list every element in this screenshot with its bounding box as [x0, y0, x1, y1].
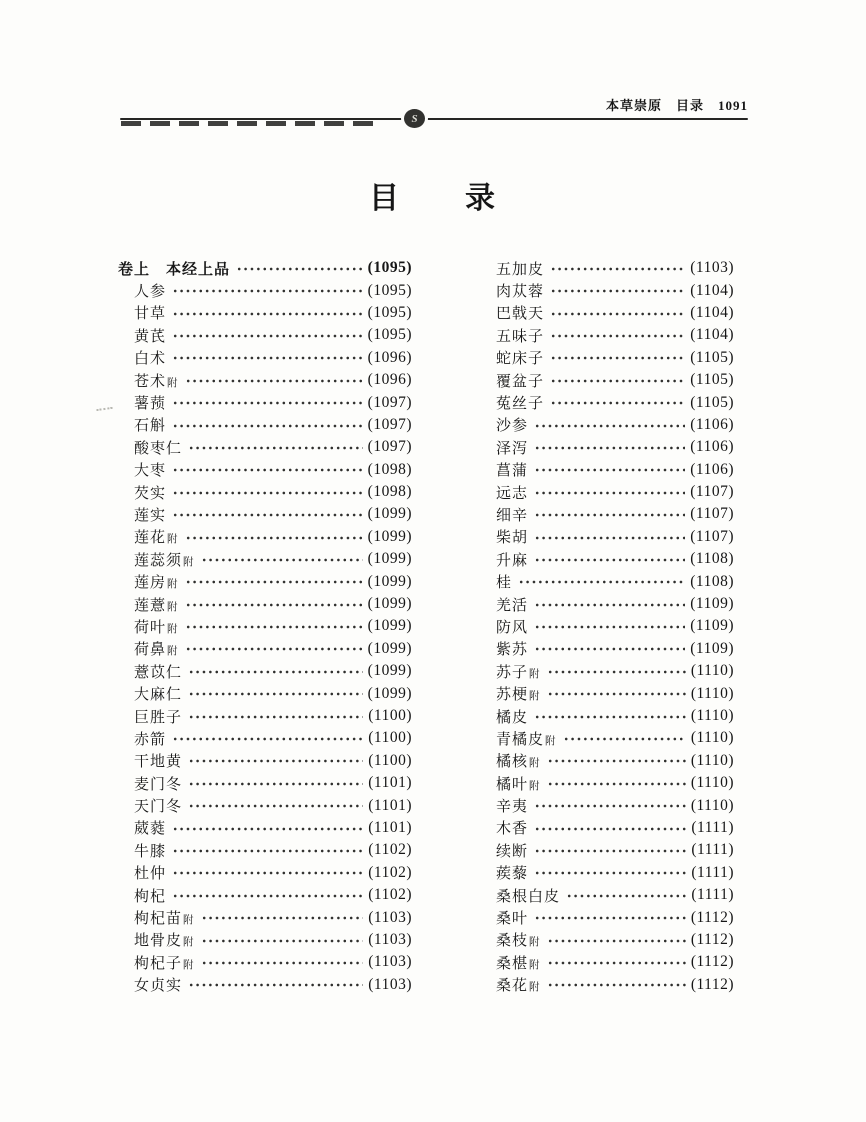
toc-item-row — [118, 436, 412, 458]
appendix-marker: 附 — [183, 937, 195, 949]
dot-leader — [549, 324, 685, 346]
toc-item-row — [480, 727, 734, 749]
entry-page-number: (1106) — [690, 415, 734, 433]
entry-page-number: (1097) — [367, 393, 412, 411]
entry-page-number: (1112) — [690, 908, 734, 926]
entry-title: 卷上 本经上品 — [118, 261, 231, 278]
entry-title: 升麻 — [496, 552, 529, 569]
entry-page-number: (1111) — [691, 841, 734, 859]
entry-page-number: (1104) — [690, 326, 734, 344]
dot-leader — [171, 884, 363, 906]
entry-page-number: (1109) — [690, 639, 734, 657]
entry-title: 莲花附 — [134, 530, 179, 547]
dot-leader — [533, 436, 685, 458]
dot-leader — [546, 951, 686, 973]
dot-leader — [187, 682, 363, 704]
dot-leader — [533, 862, 686, 884]
dot-leader — [187, 772, 363, 794]
toc-item-row — [118, 951, 412, 973]
dot-leader — [533, 503, 685, 525]
entry-title: 赤箭 — [134, 731, 167, 748]
entry-page-number: (1099) — [367, 505, 412, 523]
entry-page-number: (1106) — [690, 460, 734, 478]
entry-page-number: (1099) — [367, 617, 412, 635]
dot-leader — [533, 593, 685, 615]
toc-item-row — [480, 862, 734, 884]
entry-title: 杜仲 — [134, 866, 167, 883]
entry-page-number: (1104) — [690, 303, 734, 321]
dot-leader — [549, 369, 685, 391]
entry-page-number: (1109) — [690, 595, 734, 613]
toc-item-row — [480, 772, 734, 794]
toc-item-row — [118, 750, 412, 772]
entry-page-number: (1099) — [367, 639, 412, 657]
toc-item-row — [118, 593, 412, 615]
dot-leader — [200, 951, 364, 973]
toc-item-row — [480, 593, 734, 615]
entry-title: 荷鼻附 — [134, 642, 179, 659]
entry-page-number: (1103) — [368, 975, 412, 993]
entry-page-number: (1105) — [690, 371, 734, 389]
entry-title: 莲薏附 — [134, 597, 179, 614]
dot-leader — [187, 974, 363, 996]
dot-leader — [187, 660, 363, 682]
entry-page-number: (1110) — [690, 729, 734, 747]
toc-item-row — [480, 481, 734, 503]
toc-item-row — [118, 839, 412, 861]
dot-leader — [171, 279, 363, 301]
entry-title: 莲房附 — [134, 575, 179, 592]
toc-item-row — [480, 369, 734, 391]
entry-title: 石斛 — [134, 418, 167, 435]
entry-page-number: (1099) — [367, 595, 412, 613]
entry-title: 紫苏 — [496, 642, 529, 659]
entry-page-number: (1096) — [367, 371, 412, 389]
entry-title: 大枣 — [134, 463, 167, 480]
toc-item-row — [480, 839, 734, 861]
entry-title: 五味子 — [496, 328, 545, 345]
entry-title: 桑根白皮 — [496, 888, 561, 905]
appendix-marker: 附 — [167, 623, 179, 635]
entry-title: 覆盆子 — [496, 373, 545, 390]
entry-title: 薯蓣 — [134, 396, 167, 413]
entry-title: 桂 — [496, 575, 513, 592]
toc-item-row — [480, 414, 734, 436]
entry-page-number: (1103) — [368, 953, 412, 971]
toc-item-row — [118, 682, 412, 704]
entry-title: 莲实 — [134, 507, 167, 524]
entry-title: 大麻仁 — [134, 687, 183, 704]
appendix-marker: 附 — [529, 937, 541, 949]
entry-title: 枸杞子附 — [134, 955, 195, 972]
dot-leader — [565, 884, 686, 906]
dot-leader — [184, 615, 363, 637]
dot-leader — [184, 593, 363, 615]
dot-leader — [533, 839, 686, 861]
toc-item-row — [480, 705, 734, 727]
dot-leader — [546, 772, 686, 794]
dot-leader — [187, 705, 363, 727]
toc-item-row — [118, 548, 412, 570]
entry-title: 木香 — [496, 821, 529, 838]
entry-page-number: (1102) — [368, 886, 412, 904]
entry-page-number: (1099) — [367, 550, 412, 568]
entry-page-number: (1095) — [367, 281, 412, 299]
entry-title: 橘叶附 — [496, 776, 541, 793]
entry-page-number: (1107) — [690, 505, 734, 523]
entry-page-number: (1103) — [368, 930, 412, 948]
dot-leader — [171, 302, 363, 324]
entry-page-number: (1098) — [367, 460, 412, 478]
dot-leader — [187, 794, 363, 816]
entry-page-number: (1099) — [367, 527, 412, 545]
appendix-marker: 附 — [545, 735, 557, 747]
dot-leader — [171, 862, 363, 884]
appendix-marker: 附 — [529, 691, 541, 703]
running-head — [120, 98, 748, 116]
dot-leader — [533, 548, 685, 570]
toc-section-row — [118, 257, 412, 279]
dot-leader — [184, 526, 363, 548]
page-header — [120, 98, 748, 130]
entry-page-number: (1110) — [690, 684, 734, 702]
dot-leader — [187, 436, 363, 458]
entry-title: 苏子附 — [496, 664, 541, 681]
entry-title: 桑枝附 — [496, 933, 541, 950]
entry-page-number: (1095) — [367, 259, 412, 277]
toc-item-row — [118, 570, 412, 592]
toc-item-row — [480, 279, 734, 301]
toc-item-row — [480, 638, 734, 660]
entry-page-number: (1100) — [368, 751, 412, 769]
entry-page-number: (1101) — [368, 818, 412, 836]
entry-page-number: (1101) — [368, 774, 412, 792]
dot-leader — [546, 974, 686, 996]
toc-item-row — [480, 951, 734, 973]
toc-item-row — [118, 324, 412, 346]
table-of-contents — [118, 257, 734, 996]
dot-leader — [533, 705, 686, 727]
entry-page-number: (1110) — [690, 662, 734, 680]
entry-page-number: (1107) — [690, 527, 734, 545]
toc-item-row — [480, 906, 734, 928]
entry-page-number: (1108) — [690, 572, 734, 590]
scan-artifact-mark — [96, 401, 113, 411]
toc-item-row — [118, 817, 412, 839]
entry-title: 续断 — [496, 843, 529, 860]
dot-leader — [184, 570, 363, 592]
entry-page-number: (1110) — [690, 796, 734, 814]
entry-title: 远志 — [496, 485, 529, 502]
entry-page-number: (1112) — [690, 930, 734, 948]
entry-title: 牛膝 — [134, 843, 167, 860]
toc-item-row — [118, 615, 412, 637]
appendix-marker: 附 — [183, 959, 195, 971]
toc-item-row — [118, 638, 412, 660]
toc-item-row — [480, 324, 734, 346]
entry-page-number: (1099) — [367, 662, 412, 680]
dot-leader — [171, 481, 363, 503]
entry-title: 橘皮 — [496, 709, 529, 726]
dot-leader — [171, 459, 363, 481]
appendix-marker: 附 — [529, 668, 541, 680]
entry-page-number: (1106) — [690, 438, 734, 456]
entry-title: 黄芪 — [134, 328, 167, 345]
dot-leader — [184, 369, 363, 391]
appendix-marker: 附 — [167, 646, 179, 658]
entry-title: 菟丝子 — [496, 396, 545, 413]
toc-item-row — [118, 772, 412, 794]
entry-title: 沙参 — [496, 418, 529, 435]
entry-page-number: (1097) — [367, 438, 412, 456]
entry-title: 细辛 — [496, 507, 529, 524]
dot-leader — [549, 347, 685, 369]
dot-leader — [533, 414, 685, 436]
entry-title: 泽泻 — [496, 440, 529, 457]
dot-leader — [200, 548, 363, 570]
entry-page-number: (1102) — [368, 841, 412, 859]
entry-page-number: (1111) — [691, 886, 734, 904]
toc-item-row — [480, 526, 734, 548]
dot-leader — [533, 794, 686, 816]
page-title: 目 录 — [369, 182, 497, 215]
entry-title: 天门冬 — [134, 799, 183, 816]
entry-page-number: (1100) — [368, 707, 412, 724]
entry-title: 薏苡仁 — [134, 664, 183, 681]
entry-title: 荷叶附 — [134, 619, 179, 636]
running-head-book-title: 本草崇原 — [605, 98, 662, 113]
entry-title: 防风 — [496, 619, 529, 636]
toc-item-row — [118, 347, 412, 369]
dot-leader — [517, 570, 685, 592]
dot-leader — [549, 257, 685, 279]
entry-page-number: (1103) — [368, 908, 412, 926]
entry-title: 桑椹附 — [496, 955, 541, 972]
entry-title: 苍术附 — [134, 373, 179, 390]
dot-leader — [549, 279, 685, 301]
dot-leader — [533, 459, 685, 481]
toc-item-row — [118, 884, 412, 906]
dot-leader — [171, 391, 363, 413]
toc-item-row — [480, 794, 734, 816]
dot-leader — [200, 929, 364, 951]
toc-item-row — [118, 391, 412, 413]
entry-title: 白术 — [134, 351, 167, 368]
toc-item-row — [480, 347, 734, 369]
dot-leader — [184, 638, 363, 660]
dot-leader — [171, 324, 363, 346]
publisher-seal-icon — [404, 109, 425, 128]
toc-item-row — [118, 481, 412, 503]
publisher-seal-glyph: S — [411, 112, 418, 125]
toc-item-row — [118, 459, 412, 481]
entry-page-number: (1099) — [367, 684, 412, 702]
appendix-marker: 附 — [183, 915, 195, 927]
entry-page-number: (1107) — [690, 483, 734, 501]
entry-title: 五加皮 — [496, 261, 545, 278]
toc-item-row — [118, 526, 412, 548]
toc-item-row — [480, 391, 734, 413]
entry-page-number: (1097) — [367, 415, 412, 433]
entry-page-number: (1104) — [690, 281, 734, 299]
appendix-marker: 附 — [167, 377, 179, 389]
dot-leader — [187, 750, 363, 772]
toc-item-row — [480, 548, 734, 570]
dot-leader — [171, 414, 363, 436]
entry-title: 菖蒲 — [496, 463, 529, 480]
toc-item-row — [118, 705, 412, 727]
entry-title: 桑叶 — [496, 911, 529, 928]
scan-line-artifact — [121, 121, 373, 126]
appendix-marker: 附 — [167, 579, 179, 591]
entry-title: 女贞实 — [134, 978, 183, 995]
toc-right-column — [480, 257, 734, 996]
entry-page-number: (1101) — [368, 796, 412, 814]
entry-page-number: (1105) — [690, 393, 734, 411]
toc-item-row — [118, 929, 412, 951]
entry-title: 酸枣仁 — [134, 440, 183, 457]
entry-page-number: (1110) — [690, 707, 734, 724]
dot-leader — [533, 906, 686, 928]
toc-item-row — [480, 436, 734, 458]
appendix-marker: 附 — [167, 534, 179, 546]
dot-leader — [533, 638, 685, 660]
entry-page-number: (1111) — [691, 863, 734, 881]
toc-item-row — [480, 302, 734, 324]
entry-title: 巴戟天 — [496, 306, 545, 323]
toc-item-row — [480, 660, 734, 682]
toc-item-row — [118, 414, 412, 436]
appendix-marker: 附 — [167, 601, 179, 613]
entry-page-number: (1108) — [690, 550, 734, 568]
dot-leader — [549, 302, 685, 324]
toc-item-row — [480, 929, 734, 951]
entry-title: 苏梗附 — [496, 687, 541, 704]
entry-page-number: (1098) — [367, 483, 412, 501]
dot-leader — [546, 929, 686, 951]
entry-title: 巨胜子 — [134, 709, 183, 726]
dot-leader — [546, 682, 686, 704]
dot-leader — [562, 727, 686, 749]
toc-item-row — [118, 302, 412, 324]
entry-page-number: (1103) — [690, 259, 734, 277]
entry-title: 麦门冬 — [134, 776, 183, 793]
entry-page-number: (1099) — [367, 572, 412, 590]
entry-page-number: (1111) — [691, 818, 734, 836]
toc-item-row — [480, 570, 734, 592]
entry-title: 葳蕤 — [134, 821, 167, 838]
entry-page-number: (1102) — [368, 863, 412, 881]
entry-title: 辛夷 — [496, 799, 529, 816]
entry-title: 桑花附 — [496, 978, 541, 995]
appendix-marker: 附 — [529, 780, 541, 792]
entry-page-number: (1112) — [690, 975, 734, 993]
entry-title: 柴胡 — [496, 530, 529, 547]
toc-item-row — [480, 884, 734, 906]
toc-item-row — [118, 503, 412, 525]
dot-leader — [200, 906, 364, 928]
dot-leader — [533, 526, 685, 548]
entry-page-number: (1096) — [367, 348, 412, 366]
entry-title: 莲蕊须附 — [134, 552, 195, 569]
toc-item-row — [118, 279, 412, 301]
entry-page-number: (1109) — [690, 617, 734, 635]
entry-title: 枸杞苗附 — [134, 911, 195, 928]
entry-title: 地骨皮附 — [134, 933, 195, 950]
dot-leader — [533, 615, 685, 637]
toc-item-row — [118, 794, 412, 816]
entry-title: 蒺藜 — [496, 866, 529, 883]
entry-page-number: (1112) — [690, 953, 734, 971]
entry-title: 人参 — [134, 284, 167, 301]
toc-item-row — [480, 459, 734, 481]
appendix-marker: 附 — [529, 758, 541, 770]
entry-title: 橘核附 — [496, 754, 541, 771]
entry-title: 青橘皮附 — [496, 731, 557, 748]
toc-item-row — [480, 257, 734, 279]
appendix-marker: 附 — [183, 556, 195, 568]
entry-page-number: (1105) — [690, 348, 734, 366]
entry-page-number: (1100) — [368, 729, 412, 747]
dot-leader — [171, 839, 363, 861]
dot-leader — [546, 750, 686, 772]
appendix-marker: 附 — [529, 982, 541, 994]
toc-item-row — [118, 862, 412, 884]
header-rule-line — [120, 118, 748, 120]
entry-title: 肉苁蓉 — [496, 284, 545, 301]
appendix-marker: 附 — [529, 959, 541, 971]
dot-leader — [171, 503, 363, 525]
toc-item-row — [118, 369, 412, 391]
toc-item-row — [480, 682, 734, 704]
toc-item-row — [480, 974, 734, 996]
entry-page-number: (1095) — [367, 303, 412, 321]
toc-item-row — [480, 503, 734, 525]
running-head-page-number: 1091 — [718, 98, 748, 113]
dot-leader — [171, 347, 363, 369]
toc-item-row — [118, 974, 412, 996]
entry-page-number: (1095) — [367, 326, 412, 344]
toc-item-row — [480, 615, 734, 637]
toc-item-row — [118, 660, 412, 682]
running-head-section: 目录 — [675, 98, 704, 113]
toc-item-row — [480, 817, 734, 839]
dot-leader — [235, 257, 363, 279]
dot-leader — [549, 391, 685, 413]
dot-leader — [533, 817, 686, 839]
dot-leader — [546, 660, 686, 682]
entry-title: 羌活 — [496, 597, 529, 614]
dot-leader — [533, 481, 685, 503]
dot-leader — [171, 727, 363, 749]
toc-item-row — [118, 906, 412, 928]
entry-title: 芡实 — [134, 485, 167, 502]
toc-left-column — [118, 257, 412, 996]
entry-page-number: (1110) — [690, 751, 734, 769]
toc-item-row — [118, 727, 412, 749]
entry-page-number: (1110) — [690, 774, 734, 792]
entry-title: 甘草 — [134, 306, 167, 323]
dot-leader — [171, 817, 363, 839]
entry-title: 蛇床子 — [496, 351, 545, 368]
entry-title: 枸杞 — [134, 888, 167, 905]
entry-title: 干地黄 — [134, 754, 183, 771]
toc-item-row — [480, 750, 734, 772]
